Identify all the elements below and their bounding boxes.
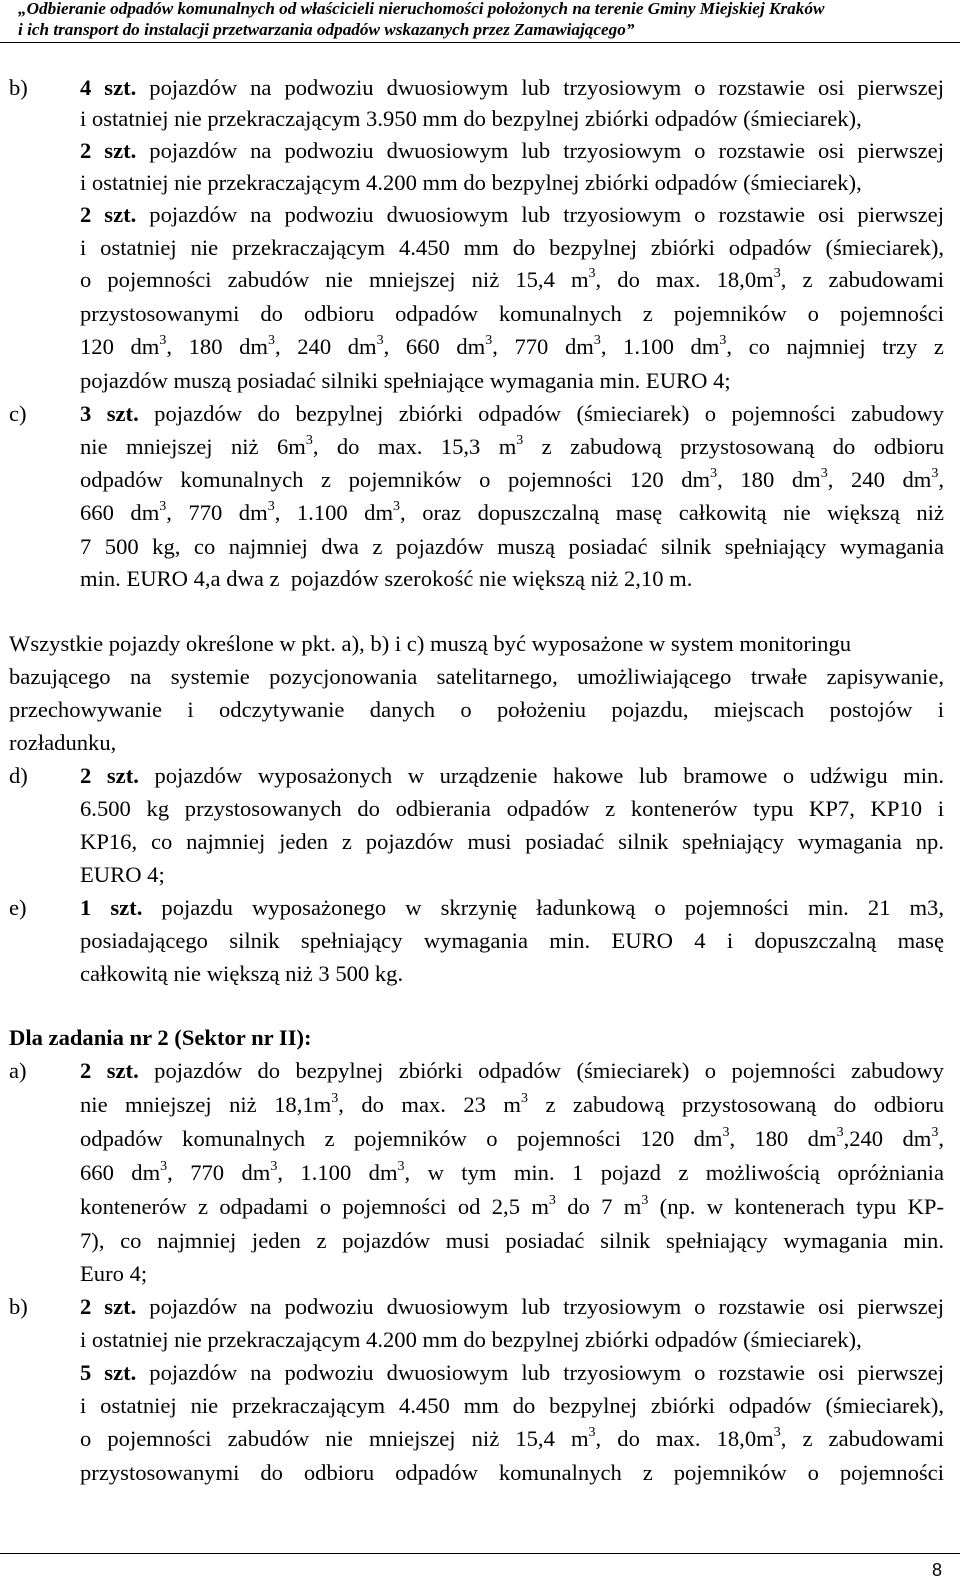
- text-line: 3 szt. pojazdów do bezpylnej zbiórki odpadów (śmieciarek) o pojemności zabudowy: [80, 401, 944, 426]
- text-line: bazującego na systemie pozycjonowania satelitarnego, umożliwiającego trwałe zapisywanie,: [9, 664, 944, 689]
- text-line: pojazdów muszą posiadać silniki spełniające wymagania min. EURO 4;: [80, 368, 731, 393]
- text-line: 2 szt. pojazdów wyposażonych w urządzenie hakowe lub bramowe o udźwigu min.: [80, 763, 944, 788]
- text-line: Euro 4;: [80, 1261, 148, 1286]
- text-line: i ostatniej nie przekraczającym 4.450 mm do bezpylnej zbiórki odpadów (śmieciarek),: [80, 1393, 944, 1418]
- text-line: 7), co najmniej jeden z pojazdów musi posiadać silnik spełniający wymagania min.: [80, 1228, 944, 1253]
- text-line: odpadów komunalnych z pojemników o pojemności 120 $dm^3$, 180 $dm^3,240$ $dm^3$,: [80, 1125, 944, 1151]
- text-line: rozładunku,: [9, 730, 117, 755]
- text-line: 6.500 kg przystosowanych do odbierania odpadów z kontenerów typu KP7, KP10 i: [80, 796, 944, 821]
- item-label-e: e): [9, 895, 27, 920]
- section-heading: Dla zadania nr 2 (Sektor nr II):: [9, 1025, 312, 1050]
- text-line: całkowitą nie większą niż 3 500 kg.: [80, 961, 404, 986]
- text-line: 2 szt. pojazdów na podwoziu dwuosiowym lub trzyosiowym o rozstawie osi pierwszej: [80, 138, 944, 163]
- text-line: min. EURO 4,a dwa z pojazdów szerokość nie większą niż 2,10 m.: [80, 566, 693, 591]
- text-line: odpadów komunalnych z pojemników o pojemności 120 $dm^3$, 180 $dm^3$, 240 $dm^3$,: [80, 466, 944, 492]
- text-line: KP16, co najmniej jeden z pojazdów musi posiadać silnik spełniający wymagania np.: [80, 829, 944, 854]
- item-label-b-2: b): [9, 1294, 28, 1319]
- text-line: Wszystkie pojazdy określone w pkt. a), b) i c) muszą być wyposażone w system monitoringu: [9, 631, 852, 656]
- item-label-c: c): [9, 401, 27, 426]
- text-line: 660 $dm^3$, 770 $dm^3$, 1.100 $dm^3$, oraz dopuszczalną masę całkowitą nie większą niż: [80, 499, 944, 525]
- text-line: 660 $dm^3$, 770 $dm^3$, 1.100 $dm^3$, w tym min. 1 pojazd z możliwością opróżniania: [80, 1159, 944, 1185]
- text-line: i ostatniej nie przekraczającym 4.450 mm do bezpylnej zbiórki odpadów (śmieciarek),: [80, 235, 944, 260]
- text-line: 4 szt. pojazdów na podwoziu dwuosiowym lub trzyosiowym o rozstawie osi pierwszej: [80, 75, 944, 100]
- text-line: 120 $dm^3$, 180 $dm^3$, 240 $dm^3$, 660 $dm^3$, 770 $dm^3$, 1.100 $dm^3$, co najmniej trzy z: [80, 333, 944, 359]
- header-line-2: i ich transport do instalacji przetwarzania odpadów wskazanych przez Zamawiającego”: [18, 20, 635, 39]
- text-line: o pojemności zabudów nie mniejszej niż 15,4 $m^3$, do max. $18,0m^3$, z zabudowami: [80, 1425, 944, 1451]
- item-label-d: d): [9, 763, 28, 788]
- text-line: 1 szt. pojazdu wyposażonego w skrzynię ładunkową o pojemności min. 21 m3,: [80, 895, 944, 920]
- text-line: 2 szt. pojazdów na podwoziu dwuosiowym lub trzyosiowym o rozstawie osi pierwszej: [80, 1294, 944, 1319]
- text-line: EURO 4;: [80, 862, 165, 887]
- text-line: i ostatniej nie przekraczającym 4.200 mm do bezpylnej zbiórki odpadów (śmieciarek),: [80, 1327, 862, 1352]
- text-line: przystosowanymi do odbioru odpadów komunalnych z pojemników o pojemności: [80, 1460, 944, 1485]
- item-label-a: a): [9, 1058, 27, 1083]
- text-line: kontenerów z odpadami o pojemności od 2,5 $m^3$ do 7 $m^3$ (np. w kontenerach typu KP-: [80, 1193, 944, 1219]
- item-label-b: b): [9, 75, 28, 100]
- footer-rule: [0, 1553, 960, 1554]
- text-line: 2 szt. pojazdów na podwoziu dwuosiowym lub trzyosiowym o rozstawie osi pierwszej: [80, 202, 944, 227]
- header-line-1: „Odbieranie odpadów komunalnych od właścicieli nieruchomości położonych na terenie Gminy Miejskiej Kraków: [18, 0, 825, 18]
- page-header: [0, 0, 960, 43]
- text-line: przystosowanymi do odbioru odpadów komunalnych z pojemników o pojemności: [80, 301, 944, 326]
- text-line: nie mniejszej niż $18,1m^3$, do max. 23 $m^3$ z zabudową przystosowaną do odbioru: [80, 1091, 945, 1117]
- text-line: przechowywanie i odczytywanie danych o położeniu pojazdu, miejscach postojów i: [9, 697, 944, 722]
- text-line: i ostatniej nie przekraczającym 4.200 mm do bezpylnej zbiórki odpadów (śmieciarek),: [80, 170, 862, 195]
- text-line: nie mniejszej niż $6m^3$, do max. 15,3 $m^3$ z zabudową przystosowaną do odbioru: [80, 433, 945, 459]
- text-line: 2 szt. pojazdów do bezpylnej zbiórki odpadów (śmieciarek) o pojemności zabudowy: [80, 1058, 944, 1083]
- text-line: 5 szt. pojazdów na podwoziu dwuosiowym lub trzyosiowym o rozstawie osi pierwszej: [80, 1360, 944, 1385]
- page-number: 8: [931, 1560, 942, 1580]
- text-line: 7 500 kg, co najmniej dwa z pojazdów muszą posiadać silnik spełniający wymagania: [80, 534, 944, 559]
- text-line: posiadającego silnik spełniający wymagania min. EURO 4 i dopuszczalną masę: [80, 928, 944, 953]
- text-line: o pojemności zabudów nie mniejszej niż 15,4 $m^3$, do max. $18,0m^3$, z zabudowami: [80, 266, 944, 292]
- text-line: i ostatniej nie przekraczającym 3.950 mm do bezpylnej zbiórki odpadów (śmieciarek),: [80, 106, 862, 131]
